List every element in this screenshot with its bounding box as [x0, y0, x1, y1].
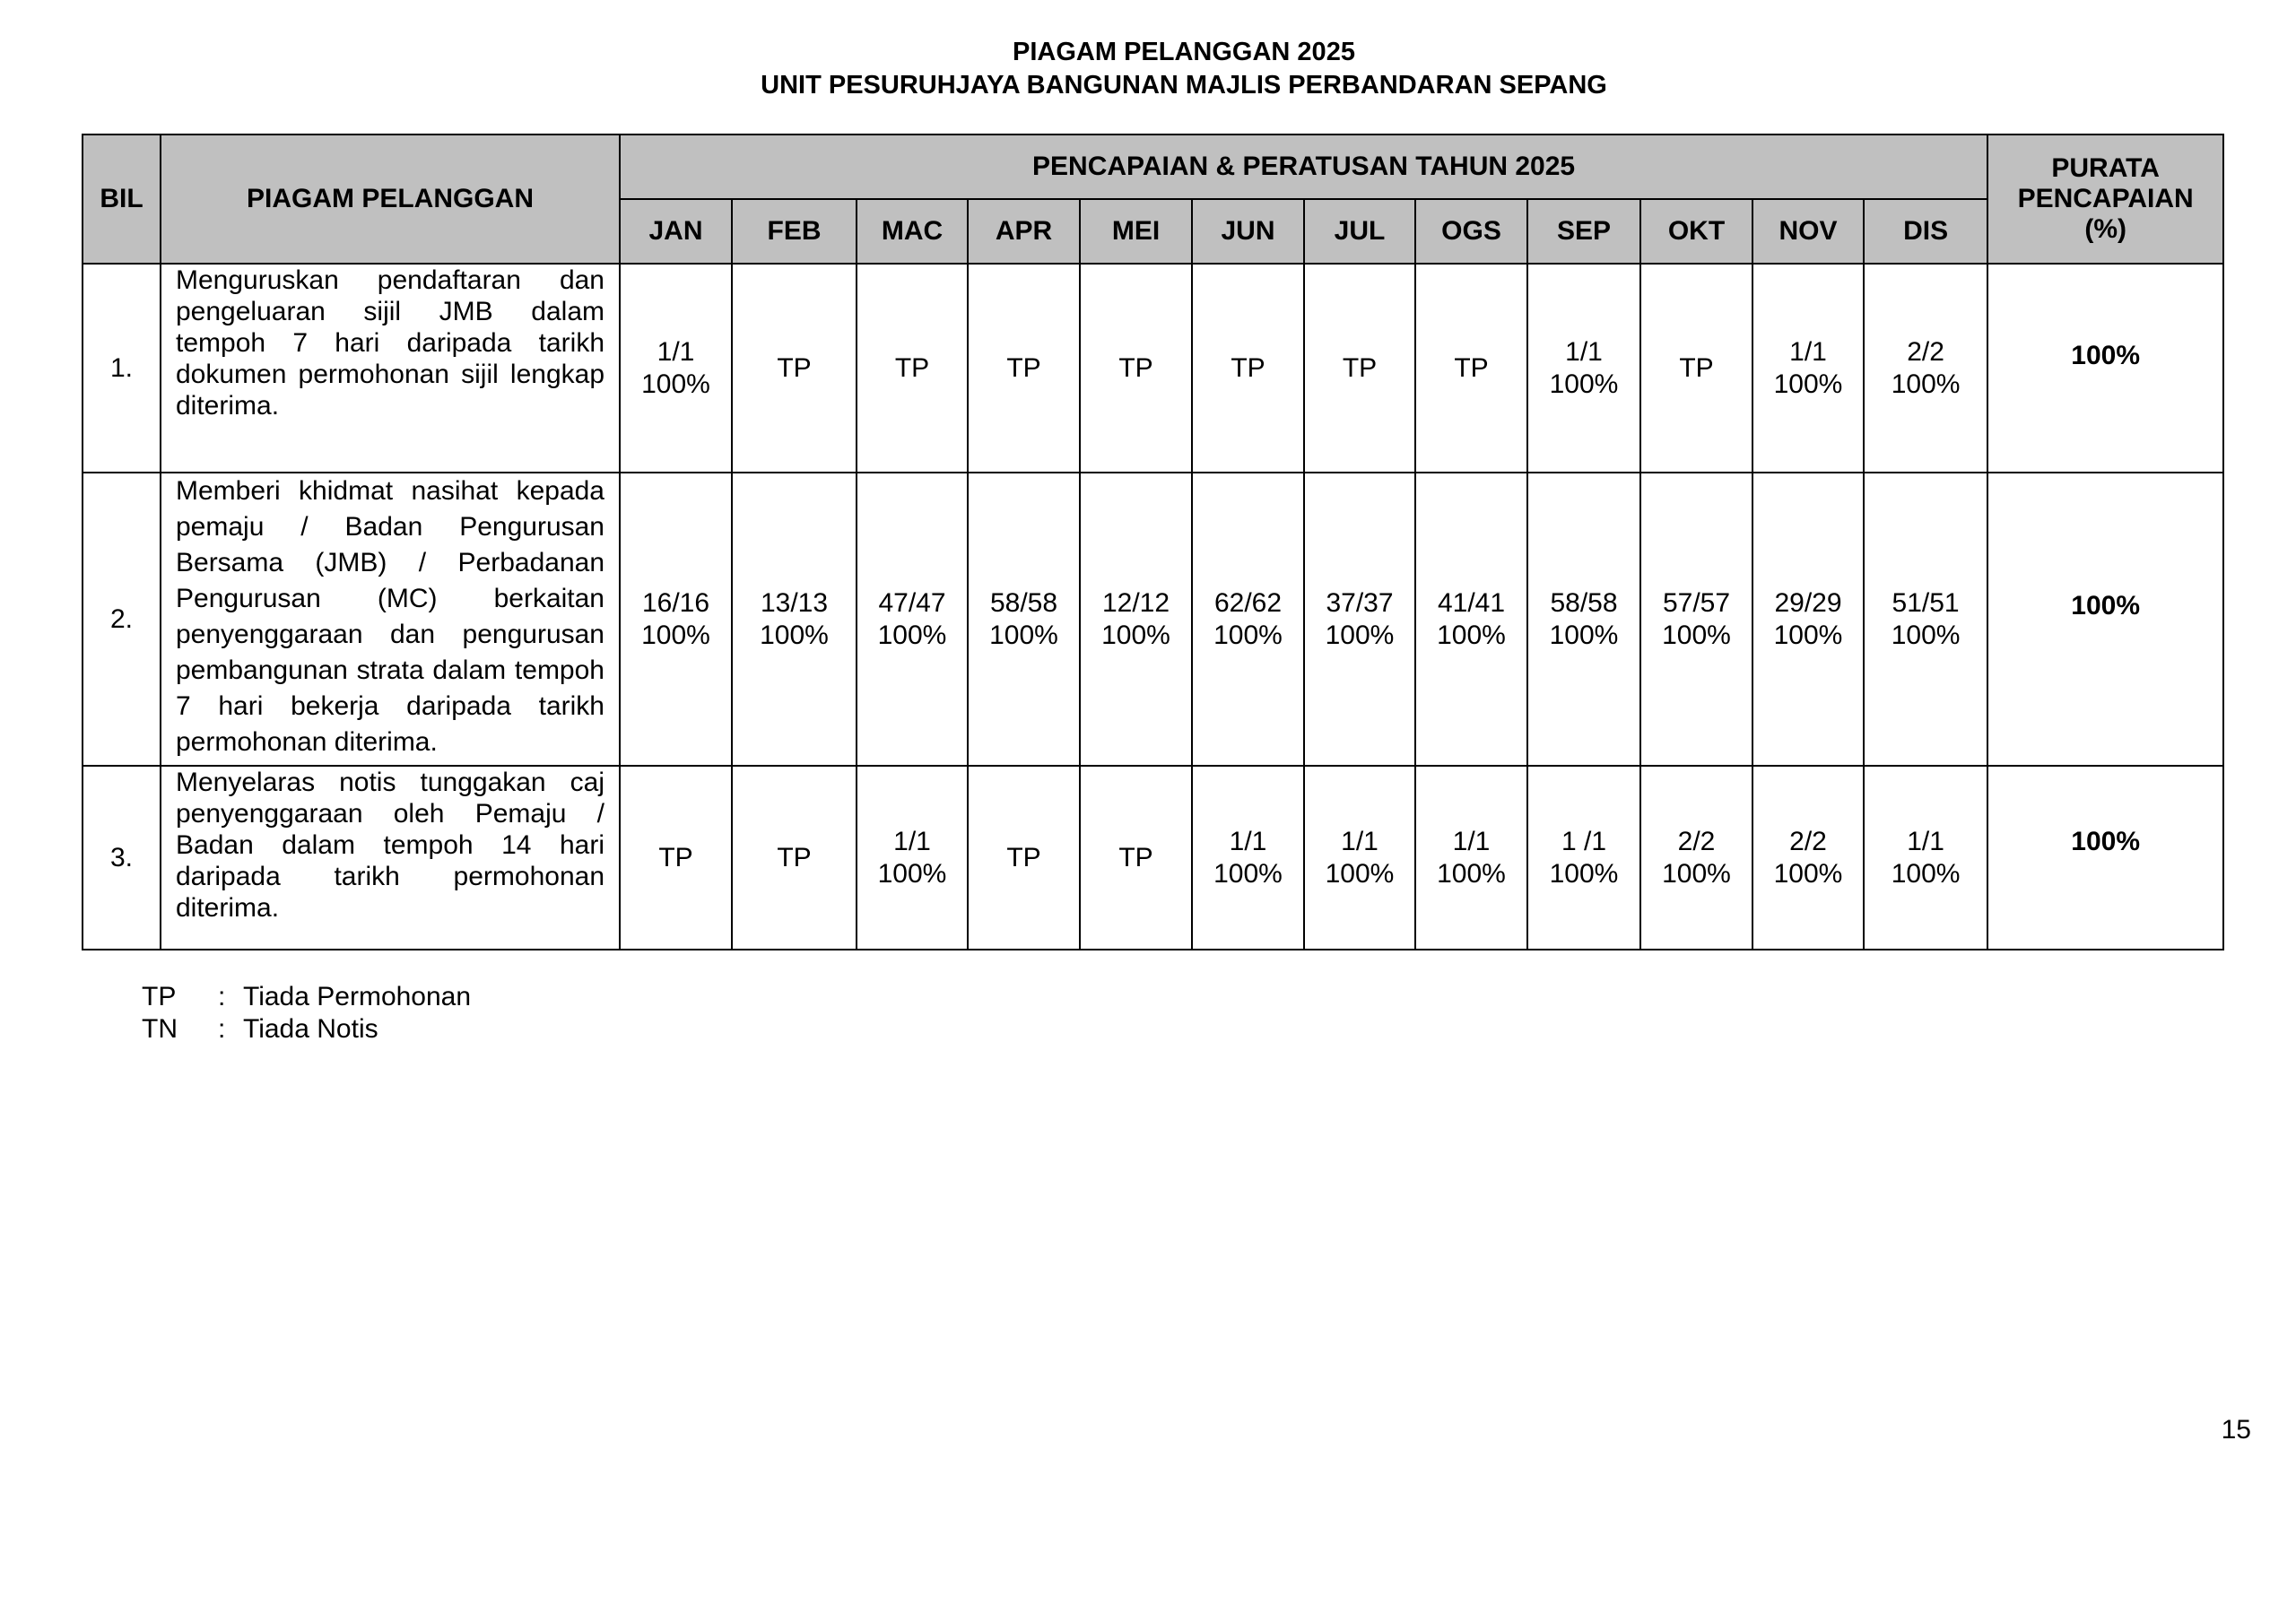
month-value-mac	[857, 766, 968, 950]
month-count: 57/57	[1662, 587, 1731, 618]
header-month-apr: APR	[968, 199, 1080, 264]
legend-text: Tiada Permohonan	[243, 982, 472, 1011]
header-piagam-pelanggan: PIAGAM PELANGGAN	[161, 135, 620, 264]
month-percent: 100%	[1662, 858, 1731, 889]
month-percent: 100%	[1325, 620, 1395, 650]
month-value-feb	[732, 473, 857, 766]
month-count: 1/1	[657, 336, 695, 367]
legend-item	[142, 981, 471, 1013]
header-month-mei: MEI	[1080, 199, 1192, 264]
month-value-sep	[1527, 766, 1640, 950]
month-value-okt	[1640, 264, 1752, 473]
month-value-feb	[732, 264, 857, 473]
month-percent: 100%	[1773, 620, 1843, 650]
legend-sep: :	[218, 982, 226, 1011]
month-percent: 100%	[760, 620, 829, 650]
month-value-mei	[1080, 766, 1192, 950]
month-percent: 100%	[1213, 620, 1283, 650]
header-month-okt: OKT	[1640, 199, 1752, 264]
title-line-2: UNIT PESURUHJAYA BANGUNAN MAJLIS PERBANDARAN SEPANG	[761, 71, 1607, 100]
month-percent: 100%	[641, 369, 710, 399]
month-percent: 100%	[1773, 369, 1843, 399]
month-count: TP	[1118, 352, 1153, 383]
header-month-mac: MAC	[857, 199, 968, 264]
month-count: 1/1	[893, 826, 931, 856]
charter-description: Memberi khidmat nasihat kepada pemaju / Badan Pengurusan Bersama (JMB) / Perbadanan Pengurusan (MC) berkaitan penyenggaraan dan pengurusan pembangunan strata dalam tempoh 7 hari bekerja daripada tarikh permohonan diterima.	[161, 473, 620, 766]
month-count: TP	[1231, 352, 1265, 383]
header-month-jun: JUN	[1192, 199, 1304, 264]
header-purata-line-3: (%)	[2084, 214, 2126, 244]
month-count: 12/12	[1101, 587, 1170, 618]
month-percent: 100%	[1549, 620, 1619, 650]
month-count: 62/62	[1213, 587, 1283, 618]
month-count: 58/58	[989, 587, 1058, 618]
month-percent: 100%	[877, 620, 947, 650]
month-count: TP	[1454, 352, 1489, 383]
month-count: 47/47	[878, 587, 946, 618]
average-percent: 100%	[1987, 264, 2223, 473]
month-count: 41/41	[1437, 587, 1506, 618]
header-month-ogs: OGS	[1415, 199, 1527, 264]
row-number: 1.	[83, 264, 161, 473]
month-value-sep	[1527, 473, 1640, 766]
month-percent: 100%	[1213, 858, 1283, 889]
month-value-jan	[620, 766, 732, 950]
customer-charter-table	[82, 134, 2224, 950]
month-value-sep	[1527, 264, 1640, 473]
legend-text: Tiada Notis	[243, 1014, 378, 1044]
month-value-mac	[857, 264, 968, 473]
month-count: 13/13	[760, 587, 829, 618]
month-value-mei	[1080, 473, 1192, 766]
average-percent: 100%	[1987, 473, 2223, 766]
month-value-jun	[1192, 766, 1304, 950]
month-count: TP	[1679, 352, 1714, 383]
month-count: TP	[894, 352, 930, 383]
month-count: TP	[1006, 842, 1041, 872]
month-value-ogs	[1415, 473, 1527, 766]
table-row	[83, 766, 2223, 950]
month-count: 2/2	[1677, 826, 1716, 856]
month-count: 1/1	[1452, 826, 1491, 856]
month-count: TP	[777, 842, 812, 872]
month-percent: 100%	[1325, 858, 1395, 889]
table-body	[83, 264, 2223, 950]
month-value-mac	[857, 473, 968, 766]
month-count: 1/1	[1907, 826, 1944, 856]
month-percent: 100%	[1773, 858, 1843, 889]
month-value-okt	[1640, 473, 1752, 766]
month-value-ogs	[1415, 264, 1527, 473]
month-count: TP	[777, 352, 812, 383]
month-percent: 100%	[1101, 620, 1170, 650]
month-percent: 100%	[1662, 620, 1731, 650]
row-number: 2.	[83, 473, 161, 766]
month-count: 1 /1	[1561, 826, 1607, 856]
month-count: 1/1	[1789, 336, 1827, 367]
header-purata-pencapaian	[1987, 135, 2223, 264]
month-percent: 100%	[877, 858, 947, 889]
month-count: TP	[1118, 842, 1153, 872]
month-count: TP	[1342, 352, 1378, 383]
month-count: 51/51	[1892, 587, 1960, 618]
month-value-jul	[1304, 264, 1415, 473]
header-month-sep: SEP	[1527, 199, 1640, 264]
month-value-jun	[1192, 264, 1304, 473]
legend-abbr: TP	[142, 982, 177, 1011]
header-month-jan: JAN	[620, 199, 732, 264]
month-count: TP	[658, 842, 693, 872]
month-percent: 100%	[1549, 858, 1619, 889]
month-value-jan	[620, 473, 732, 766]
month-percent: 100%	[1437, 620, 1506, 650]
month-percent: 100%	[1437, 858, 1506, 889]
header-month-feb: FEB	[732, 199, 857, 264]
month-value-jul	[1304, 766, 1415, 950]
charter-description: Menguruskan pendaftaran dan pengeluaran sijil JMB dalam tempoh 7 hari daripada tarikh dokumen permohonan sijil lengkap diterima.	[161, 264, 620, 473]
month-percent: 100%	[1549, 369, 1619, 399]
header-month-nov: NOV	[1752, 199, 1864, 264]
month-value-dis	[1864, 473, 1987, 766]
month-value-dis	[1864, 766, 1987, 950]
month-count: 1/1	[1565, 336, 1603, 367]
month-value-nov	[1752, 473, 1864, 766]
average-percent: 100%	[1987, 766, 2223, 950]
month-value-jun	[1192, 473, 1304, 766]
legend	[142, 981, 471, 1046]
month-count: 2/2	[1907, 336, 1944, 367]
header-month-dis: DIS	[1864, 199, 1987, 264]
header-pencapaian-group: PENCAPAIAN & PERATUSAN TAHUN 2025	[620, 135, 1987, 199]
page-number: 15	[2221, 1415, 2251, 1445]
header-bil: BIL	[83, 135, 161, 264]
month-count: 2/2	[1789, 826, 1827, 856]
legend-item	[142, 1013, 471, 1046]
month-value-apr	[968, 473, 1080, 766]
month-percent: 100%	[1891, 369, 1961, 399]
table-row	[83, 473, 2223, 766]
month-percent: 100%	[989, 620, 1058, 650]
month-value-dis	[1864, 264, 1987, 473]
month-value-ogs	[1415, 766, 1527, 950]
month-value-mei	[1080, 264, 1192, 473]
month-count: 29/29	[1774, 587, 1842, 618]
month-percent: 100%	[1891, 620, 1961, 650]
month-value-feb	[732, 766, 857, 950]
table-row	[83, 264, 2223, 473]
month-value-okt	[1640, 766, 1752, 950]
month-value-nov	[1752, 766, 1864, 950]
month-value-apr	[968, 766, 1080, 950]
month-count: 1/1	[1341, 826, 1378, 856]
month-count: TP	[1006, 352, 1041, 383]
charter-description: Menyelaras notis tunggakan caj penyenggaraan oleh Pemaju / Badan dalam tempoh 14 hari daripada tarikh permohonan diterima.	[161, 766, 620, 950]
title-line-1: PIAGAM PELANGGAN 2025	[1013, 38, 1355, 66]
month-count: 37/37	[1326, 587, 1394, 618]
header-purata-line-1: PURATA	[2051, 153, 2160, 183]
legend-sep: :	[218, 1014, 226, 1044]
month-value-jan	[620, 264, 732, 473]
month-percent: 100%	[641, 620, 710, 650]
header-purata-line-2: PENCAPAIAN	[2017, 184, 2194, 213]
legend-abbr: TN	[142, 1014, 178, 1044]
document-title	[0, 36, 2296, 102]
row-number: 3.	[83, 766, 161, 950]
month-percent: 100%	[1891, 858, 1961, 889]
header-month-jul: JUL	[1304, 199, 1415, 264]
month-value-apr	[968, 264, 1080, 473]
month-value-jul	[1304, 473, 1415, 766]
month-value-nov	[1752, 264, 1864, 473]
month-count: 58/58	[1550, 587, 1618, 618]
month-count: 1/1	[1229, 826, 1267, 856]
month-count: 16/16	[641, 587, 710, 618]
